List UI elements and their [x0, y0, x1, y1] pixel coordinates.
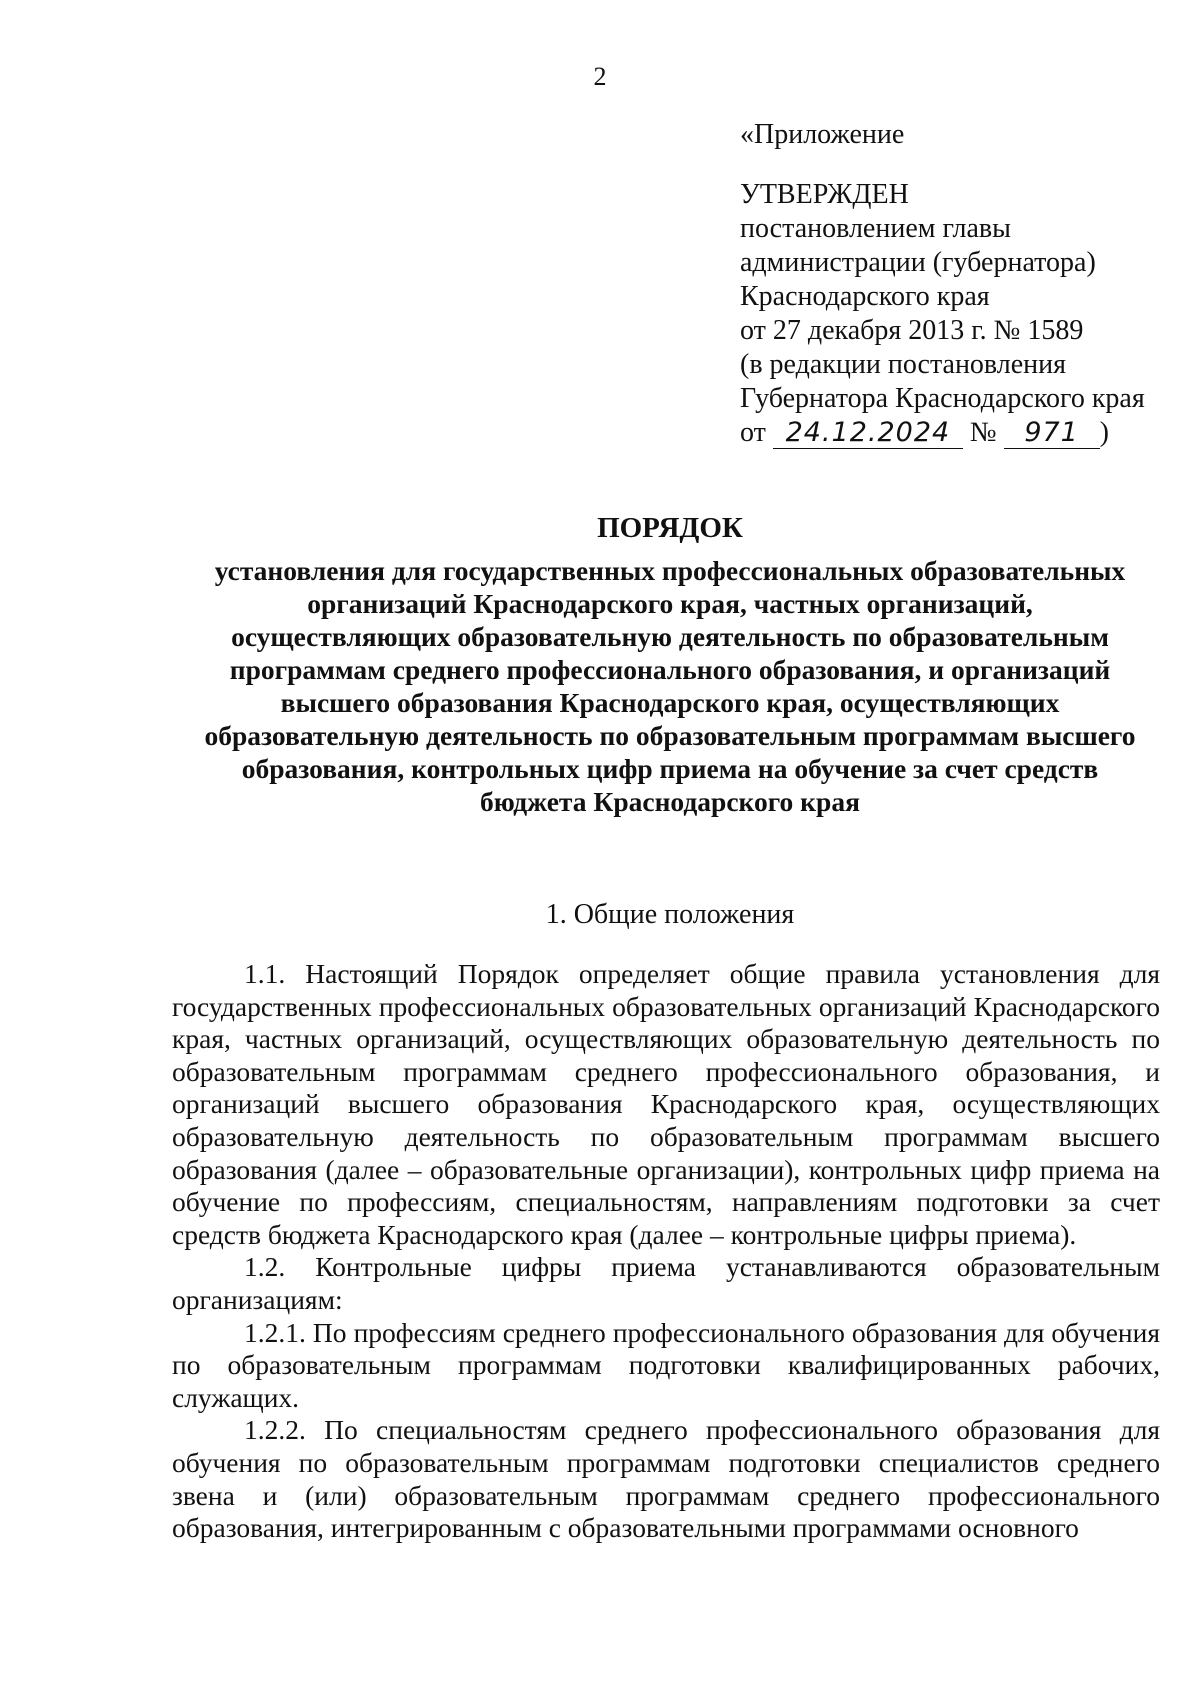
paragraph: 1.2. Контрольные цифры приема устанавливаются образовательным организациям: — [172, 1251, 1160, 1315]
document-title: ПОРЯДОК — [597, 512, 743, 544]
approval-line: от 27 декабря 2013 г. № 1589 — [740, 315, 1084, 346]
amendment-line — [740, 416, 1180, 450]
handwritten-number: 971 — [1004, 418, 1100, 449]
appendix-label: «Приложение — [740, 119, 905, 150]
approval-line: (в редакции постановления — [740, 349, 1067, 380]
section-heading: 1. Общие положения — [545, 899, 795, 930]
document-subtitle: установления для государственных профессиональных образовательных организаций Краснодарского края, частных организаций, осуществляющих образовательную деятельность по образовательным программам среднего профессионального образования, и организаций высшего образования Краснодарского края, осуществляющих образовательную деятельность по образовательным программам высшего образования, контрольных цифр приема на обучение за счет средств бюджета Краснодарского края — [204, 555, 1136, 817]
approval-block — [740, 118, 1180, 450]
page-number: 2 — [593, 62, 607, 91]
approval-line: администрации (губернатора) — [740, 247, 1096, 278]
handwritten-date: 24.12.2024 — [773, 418, 963, 449]
paragraph: 1.2.2. По специальностям среднего профессионального образования для обучения по образовательным программам подготовки специалистов среднего звена и (или) образовательным программам среднего профессионального образования, интегрированным с образовательными программами основного — [172, 1414, 1160, 1544]
amendment-suffix: ) — [1099, 417, 1109, 448]
body-text — [172, 958, 1160, 1545]
number-sign: № — [969, 417, 997, 448]
approval-line: постановлением главы — [740, 213, 1011, 244]
paragraph: 1.2.1. По профессиям среднего профессионального образования для обучения по образовательным программам подготовки квалифицированных рабочих, служащих. — [172, 1316, 1160, 1413]
approval-line: Губернатора Краснодарского края — [740, 383, 1145, 414]
approved-label: УТВЕРЖДЕН — [740, 179, 909, 210]
approval-line: Краснодарского края — [740, 281, 990, 312]
document-title-block — [160, 510, 1180, 818]
paragraph: 1.1. Настоящий Порядок определяет общие правила установления для государственных профессиональных образовательных организаций Краснодарского края, частных организаций, осуществляющих образовательную деятельность по образовательным программам среднего профессионального образования, и организаций высшего образования Краснодарского края, осуществляющих образовательную деятельность по образовательным программам высшего образования (далее – образовательные организации), контрольных цифр приема на обучение по профессиям, специальностям, направлениям подготовки за счет средств бюджета Краснодарского края (далее – контрольные цифры приема). — [172, 958, 1160, 1250]
amendment-prefix: от — [740, 417, 766, 448]
